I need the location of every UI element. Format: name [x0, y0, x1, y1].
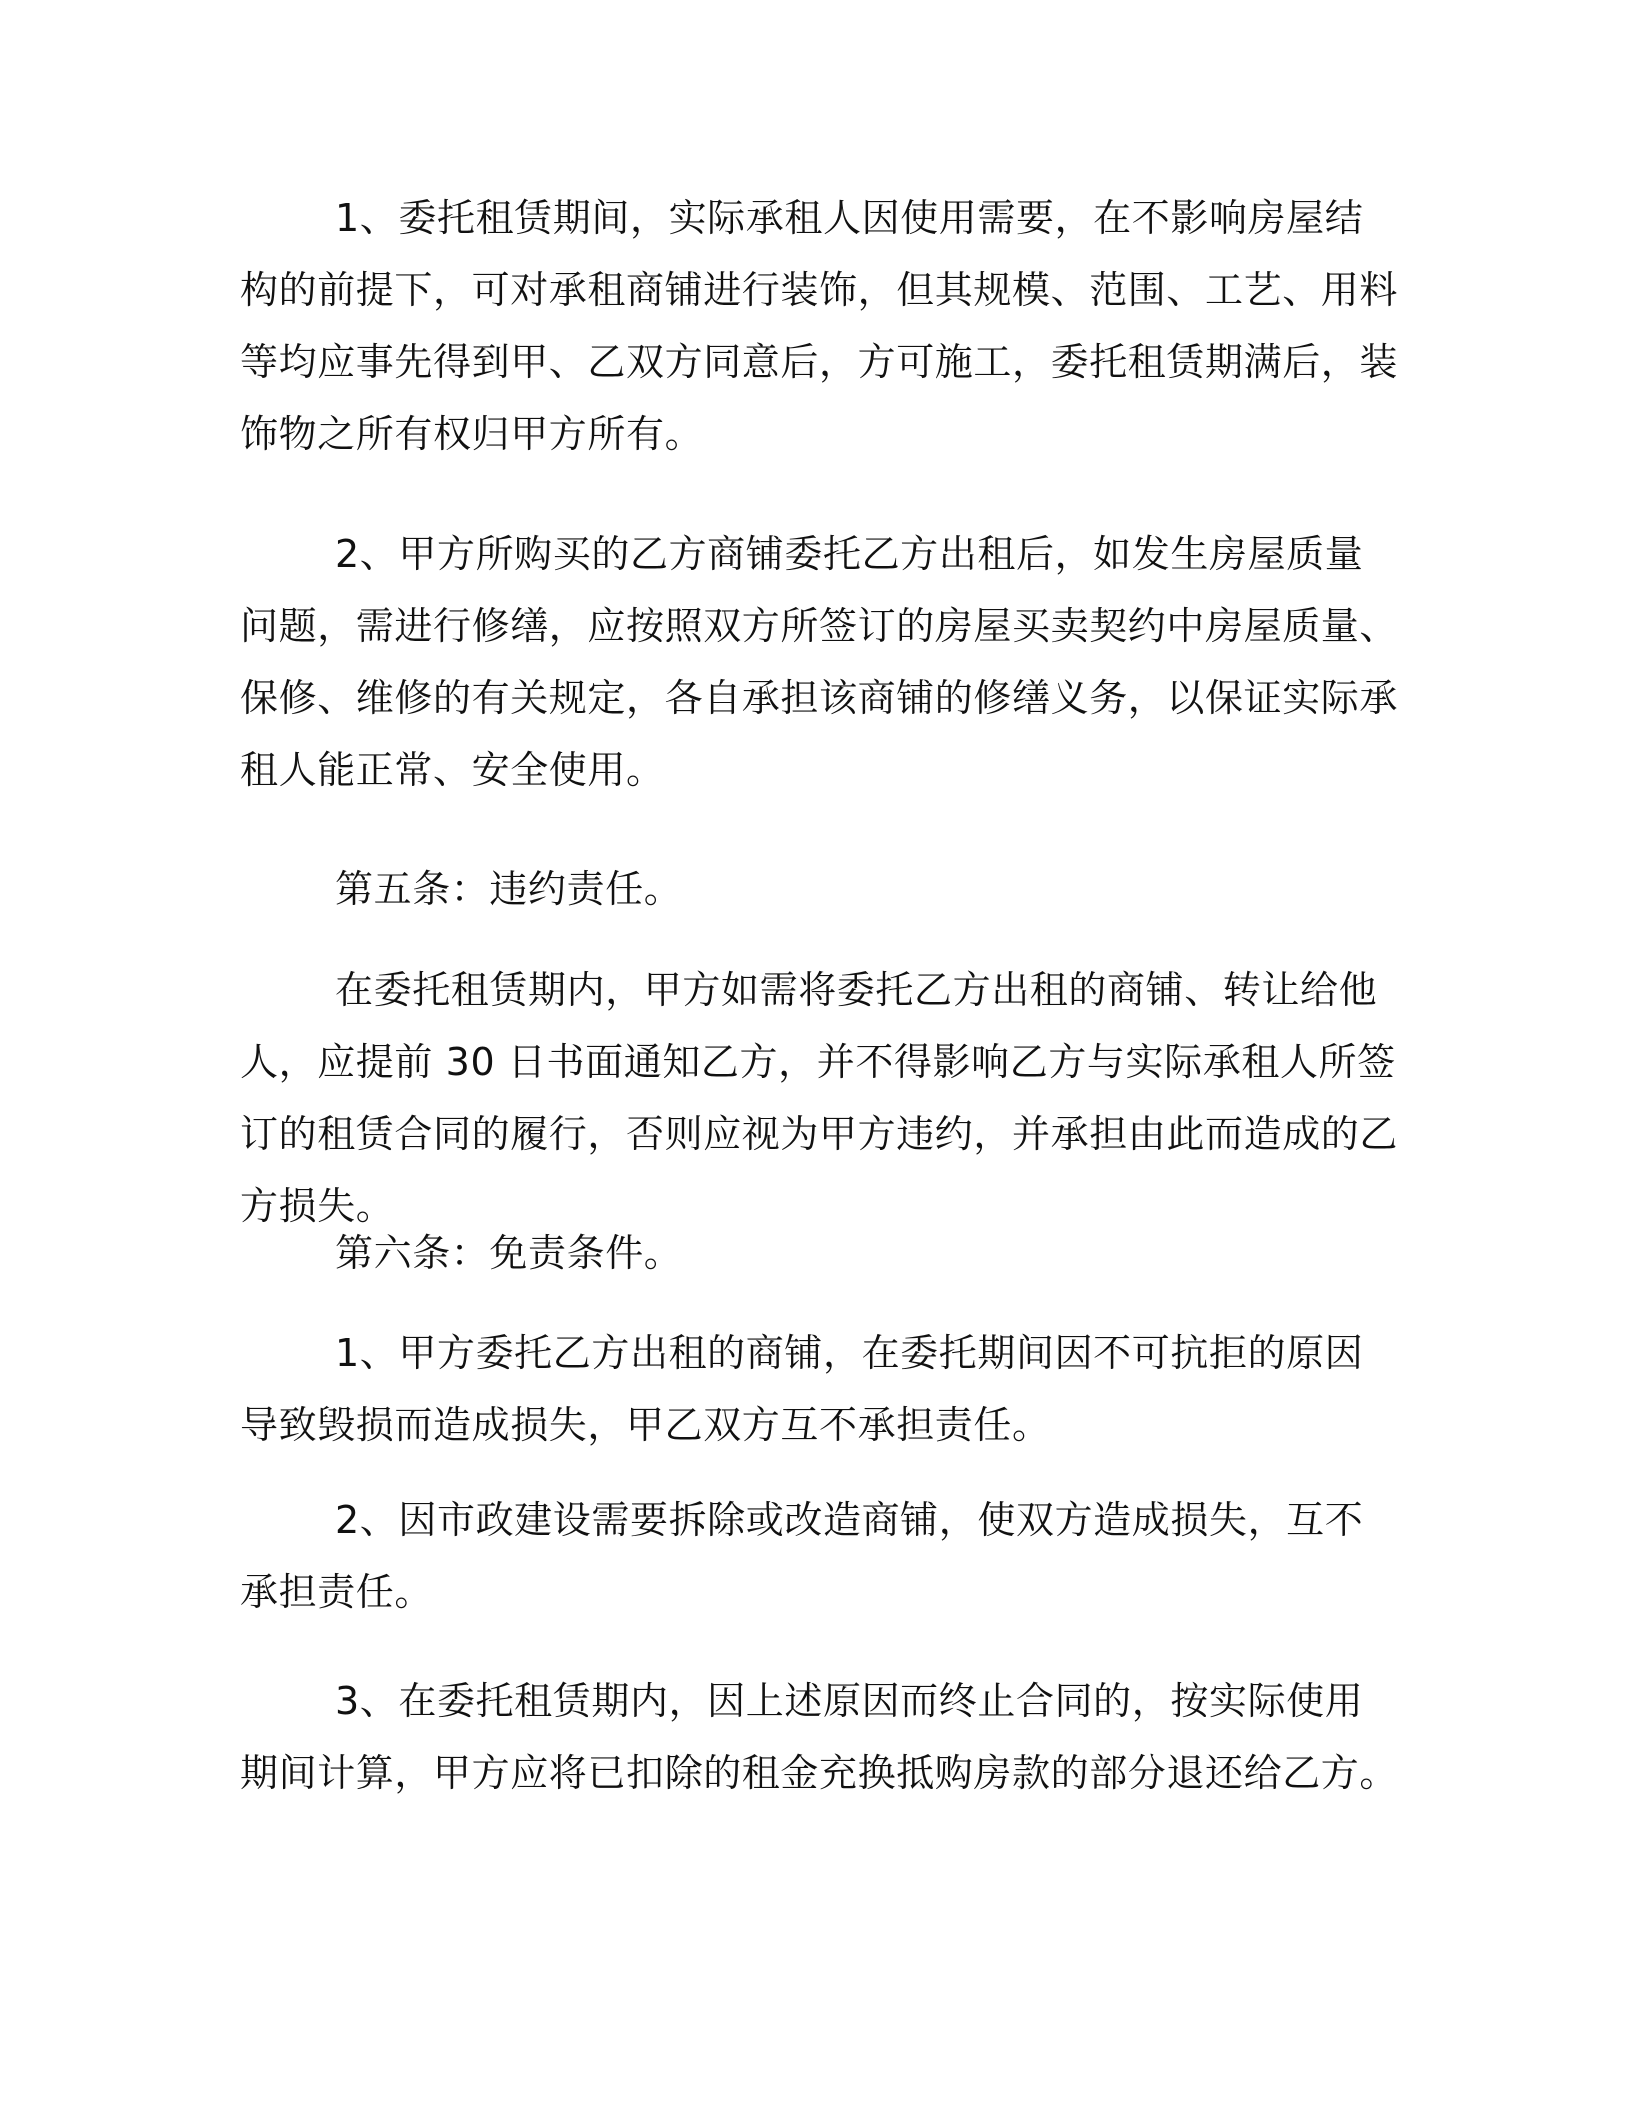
section-heading-article-6: 第六条：免责条件。	[335, 1231, 683, 1275]
section-heading-article-5: 第五条：违约责任。	[335, 867, 683, 911]
article-6-item-1: 1、甲方委托乙方出租的商铺，在委托期间因不可抗拒的原因导致毁损而造成损失，甲乙双方互不承担责任。	[240, 1331, 1364, 1447]
article-6-item-2: 2、因市政建设需要拆除或改造商铺，使双方造成损失，互不承担责任。	[240, 1498, 1364, 1614]
clause-4-item-1: 1、委托租赁期间，实际承租人因使用需要，在不影响房屋结构的前提下，可对承租商铺进行装饰，但其规模、范围、工艺、用料等均应事先得到甲、乙双方同意后，方可施工，委托租赁期满后，装饰物之所有权归甲方所有。	[240, 196, 1399, 456]
clause-4-item-2: 2、甲方所购买的乙方商铺委托乙方出租后，如发生房屋质量问题，需进行修缮，应按照双方所签订的房屋买卖契约中房屋质量、保修、维修的有关规定，各自承担该商铺的修缮义务，以保证实际承租人能正常、安全使用。	[240, 532, 1399, 792]
article-5-body: 在委托租赁期内，甲方如需将委托乙方出租的商铺、转让给他人，应提前 30 日书面通知乙方，并不得影响乙方与实际承租人所签订的租赁合同的履行，否则应视为甲方违约，并承担由此而造成的乙方损失。	[240, 968, 1399, 1228]
article-6-item-3: 3、在委托租赁期内，因上述原因而终止合同的，按实际使用期间计算，甲方应将已扣除的租金充换抵购房款的部分退还给乙方。	[240, 1679, 1399, 1795]
